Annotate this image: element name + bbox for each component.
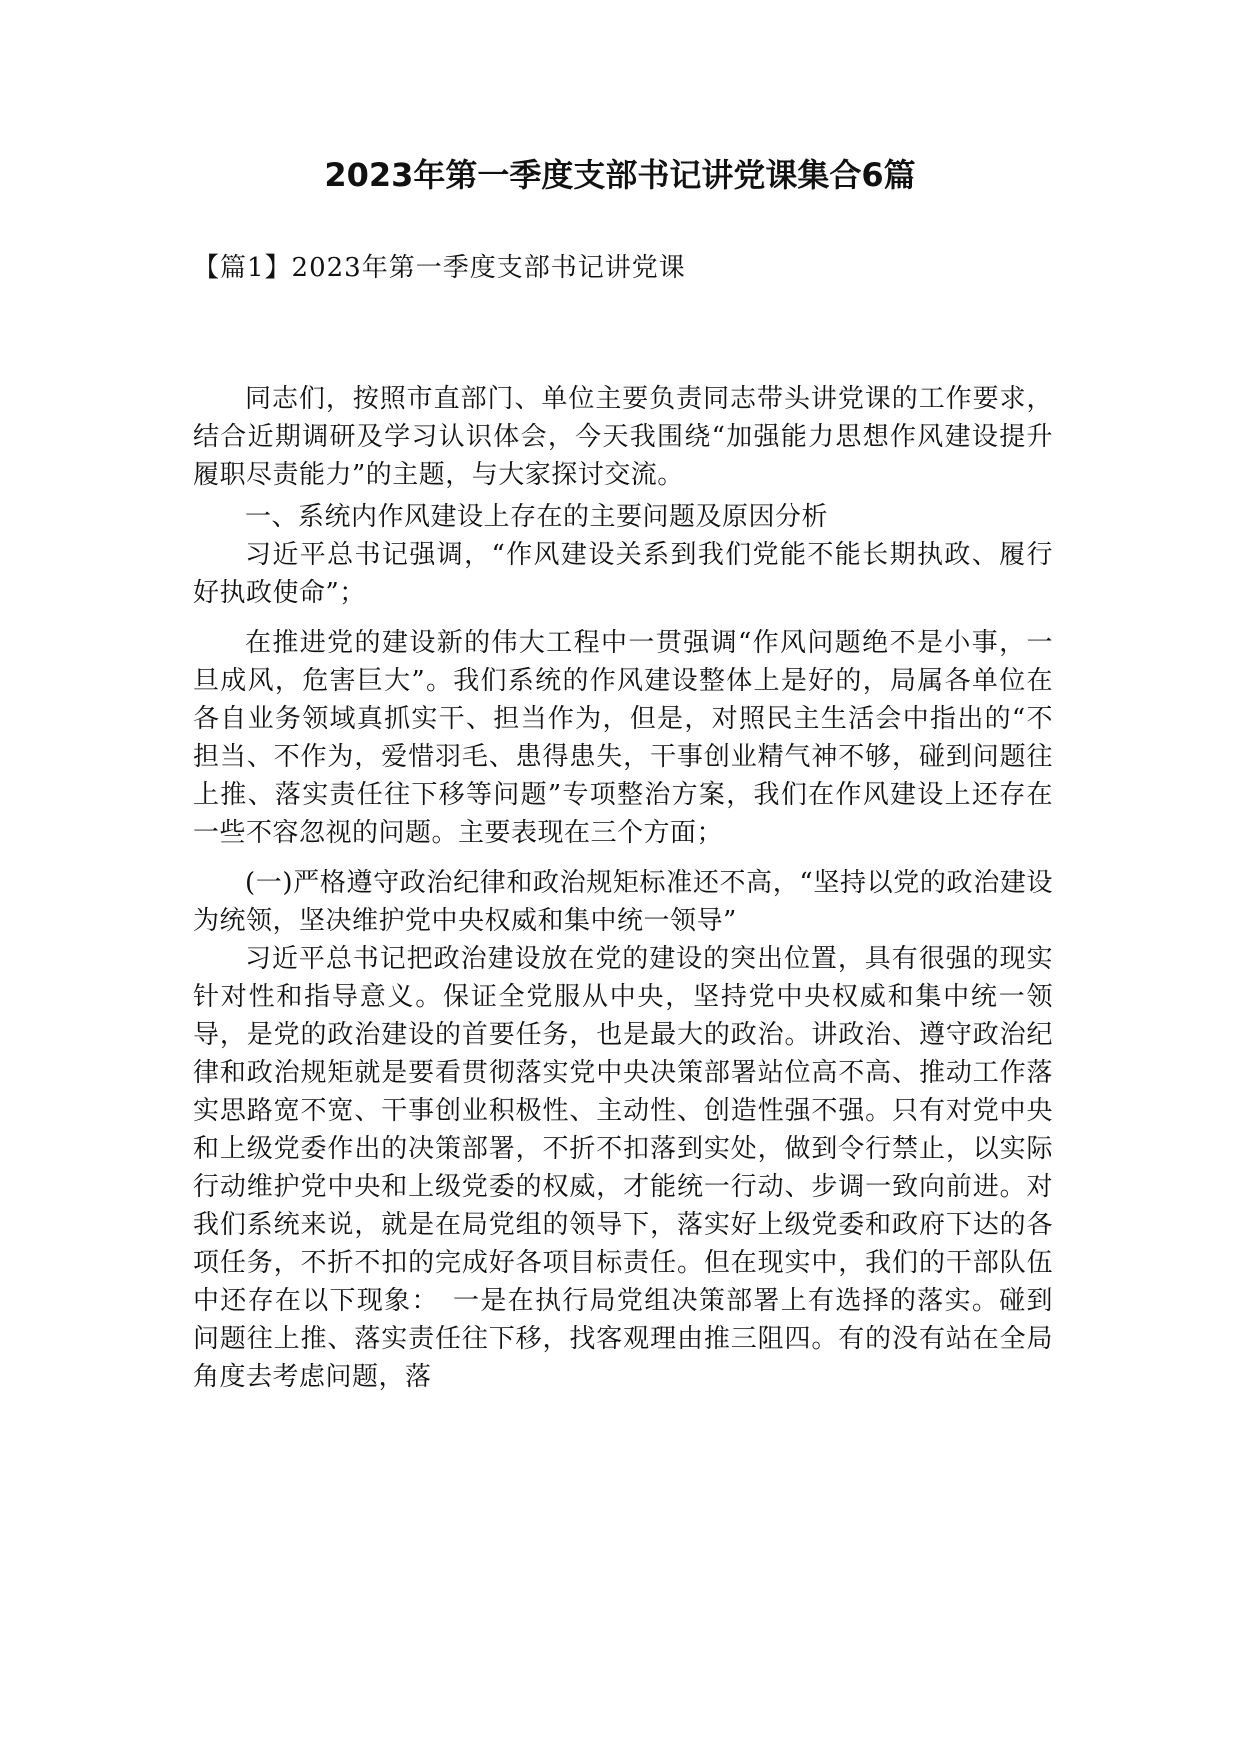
paragraph-problems: 在推进党的建设新的伟大工程中一贯强调“作风问题绝不是小事，一旦成风，危害巨大”。我们系统的作风建设整体上是好的，局属各单位在各自业务领域真抓实干、担当作为，但是，对照民主生活会中指出的“不担当、不作为，爱惜羽毛、患得患失，干事创业精气神不够，碰到问题往上推、落实责任往下移等问题”专项整治方案，我们在作风建设上还存在一些不容忽视的问题。主要表现在三个方面； bbox=[193, 628, 1053, 848]
paragraph-quote: 习近平总书记强调，“作风建设关系到我们党能不能长期执政、履行好执政使命”； bbox=[193, 540, 1053, 608]
paragraph-political-building: 习近平总书记把政治建设放在党的建设的突出位置，具有很强的现实针对性和指导意义。保证全党服从中央，坚持党中央权威和集中统一领导，是党的政治建设的首要任务，也是最大的政治。讲政治、遵守政治纪律和政治规矩就是要看贯彻落实党中央决策部署站位高不高、推动工作落实思路宽不宽、干事创业积极性、主动性、创造性强不强。只有对党中央和上级党委作出的决策部署，不折不扣落到实处，做到令行禁止，以实际行动维护党中央和上级党委的权威，才能统一行动、步调一致向前进。对我们系统来说，就是在局党组的领导下，落实好上级党委和政府下达的各项任务，不折不扣的完成好各项目标责任。但在现实中，我们的干部队伍中还存在以下现象： 一是在执行局党组决策部署上有选择的落实。碰到问题往上推、落实责任往下移，找客观理由推三阻四。有的没有站在全局角度去考虑问题，落 bbox=[193, 944, 1053, 1392]
document-body bbox=[193, 380, 1053, 1396]
article-subtitle: 【篇1】2023年第一季度支部书记讲党课 bbox=[193, 253, 686, 283]
section-heading-1: 一、系统内作风建设上存在的主要问题及原因分析 bbox=[245, 502, 829, 532]
paragraph-intro: 同志们，按照市直部门、单位主要负责同志带头讲党课的工作要求，结合近期调研及学习认识体会，今天我围绕“加强能力思想作风建设提升履职尽责能力”的主题，与大家探讨交流。 bbox=[193, 384, 1053, 490]
document-title: 2023年第一季度支部书记讲党课集合6篇 bbox=[324, 156, 916, 194]
subsection-heading-1: (一)严格遵守政治纪律和政治规矩标准还不高，“坚持以党的政治建设为统领，坚决维护党中央权威和集中统一领导” bbox=[193, 868, 1053, 936]
